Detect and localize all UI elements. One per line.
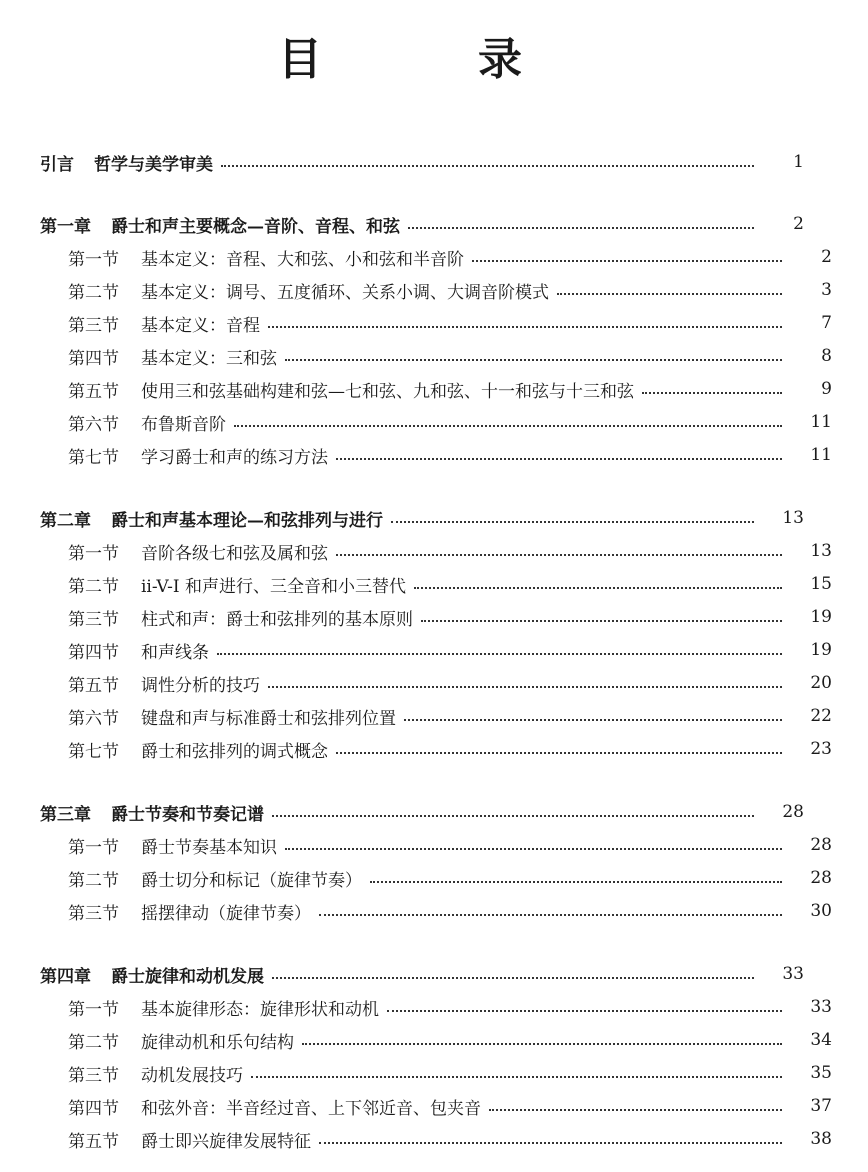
toc-section-row[interactable] <box>0 307 868 339</box>
toc-leader-dots <box>404 719 782 721</box>
toc-leader-dots <box>319 914 782 916</box>
toc-entry-number: 第三节 <box>68 903 119 924</box>
toc-page-number: 19 <box>810 640 832 660</box>
toc-leader-dots <box>217 653 782 655</box>
toc-section-row[interactable] <box>0 568 868 600</box>
toc-entry-title: 和弦外音：半音经过音、上下邻近音、包夹音 <box>141 1098 481 1119</box>
page-title: 目 录 <box>278 34 578 85</box>
toc-page-number: 38 <box>810 1129 832 1149</box>
toc-leader-dots <box>336 554 782 556</box>
toc-leader-dots <box>272 815 754 817</box>
toc-entry-number: 第一节 <box>68 837 119 858</box>
toc-entry-number: 第三章 <box>40 804 91 825</box>
toc-entry-number: 引言 <box>40 154 74 175</box>
toc-page-number: 13 <box>810 541 832 561</box>
toc-page-number: 19 <box>810 607 832 627</box>
toc-entry-label <box>68 1127 311 1152</box>
toc-entry-number: 第三节 <box>68 609 119 630</box>
toc-page-number: 11 <box>810 412 832 432</box>
toc-leader-dots <box>472 260 782 262</box>
toc-leader-dots <box>370 881 782 883</box>
toc-entry-title: 哲学与美学审美 <box>94 154 213 175</box>
toc-leader-dots <box>391 521 754 523</box>
toc-leader-dots <box>336 458 782 460</box>
toc-entry-label <box>68 1061 243 1086</box>
toc-page-number: 8 <box>821 346 832 366</box>
toc-entry-number: 第四章 <box>40 966 91 987</box>
toc-leader-dots <box>387 1010 782 1012</box>
toc-entry-number: 第一节 <box>68 543 119 564</box>
toc-leader-dots <box>489 1109 782 1111</box>
toc-leader-dots <box>251 1076 782 1078</box>
toc-entry-number: 第一章 <box>40 216 91 237</box>
toc-entry-label <box>68 833 277 858</box>
toc-page-number: 28 <box>782 802 804 822</box>
toc-entry-title: 音阶各级七和弦及属和弦 <box>141 543 328 564</box>
toc-section-row[interactable] <box>0 340 868 372</box>
toc-entry-number: 第三节 <box>68 315 119 336</box>
toc-entry-title: 爵士旋律和动机发展 <box>111 966 264 987</box>
toc-entry-number: 第五节 <box>68 1131 119 1152</box>
toc-leader-dots <box>319 1142 782 1144</box>
toc-section-row[interactable] <box>0 667 868 699</box>
toc-leader-dots <box>408 227 754 229</box>
toc-entry-label <box>68 704 396 729</box>
toc-leader-dots <box>272 977 754 979</box>
toc-entry-title: 基本定义：调号、五度循环、关系小调、大调音阶模式 <box>141 282 549 303</box>
toc-entry-label <box>68 443 328 468</box>
toc-page-number: 15 <box>810 574 832 594</box>
toc-section-row[interactable] <box>0 241 868 273</box>
toc-page-number: 20 <box>810 673 832 693</box>
toc-page-number: 2 <box>821 247 832 267</box>
toc-entry-title: 基本旋律形态：旋律形状和动机 <box>141 999 379 1020</box>
toc-page-number: 1 <box>793 152 804 172</box>
toc-entry-title: 爵士和声基本理论—和弦排列与进行 <box>111 510 383 531</box>
toc-entry-label <box>40 150 213 175</box>
toc-entry-title: 调性分析的技巧 <box>141 675 260 696</box>
toc-entry-title: 爵士切分和标记（旋律节奏） <box>141 870 362 891</box>
toc-entry-title: 布鲁斯音阶 <box>141 414 226 435</box>
toc-chapter-row[interactable] <box>0 146 840 178</box>
toc-page-number: 23 <box>810 739 832 759</box>
toc-section-row[interactable] <box>0 829 868 861</box>
toc-entry-title: 爵士节奏和节奏记谱 <box>111 804 264 825</box>
toc-page-number: 28 <box>810 835 832 855</box>
toc-page-number: 22 <box>810 706 832 726</box>
toc-entry-title: 基本定义：音程 <box>141 315 260 336</box>
toc-entry-label <box>68 311 260 336</box>
toc-section-row[interactable] <box>0 439 868 471</box>
toc-entry-number: 第六节 <box>68 708 119 729</box>
toc-entry-label <box>68 245 464 270</box>
toc-entry-label <box>68 671 260 696</box>
toc-entry-title: 使用三和弦基础构建和弦—七和弦、九和弦、十一和弦与十三和弦 <box>141 381 634 402</box>
toc-page-number: 7 <box>821 313 832 333</box>
toc-entry-number: 第二节 <box>68 576 119 597</box>
toc-section-row[interactable] <box>0 895 868 927</box>
toc-page-number: 11 <box>810 445 832 465</box>
toc-entry-number: 第二章 <box>40 510 91 531</box>
toc-entry-number: 第六节 <box>68 414 119 435</box>
toc-page-number: 33 <box>810 997 832 1017</box>
toc-page-number: 35 <box>810 1063 832 1083</box>
toc-section-row[interactable] <box>0 1024 868 1056</box>
toc-entry-number: 第五节 <box>68 381 119 402</box>
toc-page-number: 28 <box>810 868 832 888</box>
toc-entry-title: 和声线条 <box>141 642 209 663</box>
toc-entry-number: 第七节 <box>68 741 119 762</box>
toc-page-number: 30 <box>810 901 832 921</box>
toc-section-row[interactable] <box>0 601 868 633</box>
toc-entry-title: ii-V-I 和声进行、三全音和小三替代 <box>141 576 406 597</box>
toc-entry-number: 第四节 <box>68 642 119 663</box>
toc-section-row[interactable] <box>0 1057 868 1089</box>
toc-entry-number: 第二节 <box>68 1032 119 1053</box>
toc-leader-dots <box>302 1043 782 1045</box>
toc-section-row[interactable] <box>0 373 868 405</box>
toc-entry-label <box>68 539 328 564</box>
toc-page-number: 33 <box>782 964 804 984</box>
toc-entry-number: 第五节 <box>68 675 119 696</box>
toc-entry-label <box>68 1028 294 1053</box>
toc-entry-title: 基本定义：三和弦 <box>141 348 277 369</box>
toc-section-row[interactable] <box>0 1123 868 1155</box>
toc-chapter-row[interactable] <box>0 208 840 240</box>
toc-chapter-row[interactable] <box>0 502 840 534</box>
toc-entry-number: 第七节 <box>68 447 119 468</box>
toc-section-row[interactable] <box>0 1090 868 1122</box>
toc-entry-label <box>68 410 226 435</box>
toc-entry-title: 柱式和声：爵士和弦排列的基本原则 <box>141 609 413 630</box>
toc-entry-title: 基本定义：音程、大和弦、小和弦和半音阶 <box>141 249 464 270</box>
toc-entry-label <box>40 800 264 825</box>
toc-entry-number: 第三节 <box>68 1065 119 1086</box>
toc-page-number: 2 <box>793 214 804 234</box>
toc-leader-dots <box>268 326 782 328</box>
toc-section-row[interactable] <box>0 991 868 1023</box>
toc-entry-label <box>40 212 400 237</box>
toc-section-row[interactable] <box>0 535 868 567</box>
toc-leader-dots <box>234 425 782 427</box>
toc-chapter-row[interactable] <box>0 958 840 990</box>
toc-section-row[interactable] <box>0 274 868 306</box>
toc-entry-label <box>68 377 634 402</box>
toc-section-row[interactable] <box>0 700 868 732</box>
toc-leader-dots <box>421 620 782 622</box>
toc-leader-dots <box>285 359 782 361</box>
toc-entry-label <box>68 344 277 369</box>
toc-entry-number: 第一节 <box>68 249 119 270</box>
toc-entry-title: 键盘和声与标准爵士和弦排列位置 <box>141 708 396 729</box>
toc-leader-dots <box>336 752 782 754</box>
toc-entry-title: 学习爵士和声的练习方法 <box>141 447 328 468</box>
toc-entry-label <box>68 278 549 303</box>
toc-section-row[interactable] <box>0 733 868 765</box>
toc-entry-title: 爵士节奏基本知识 <box>141 837 277 858</box>
toc-entry-label <box>68 1094 481 1119</box>
toc-leader-dots <box>414 587 782 589</box>
toc-leader-dots <box>642 392 782 394</box>
toc-entry-number: 第四节 <box>68 348 119 369</box>
toc-entry-label <box>40 506 383 531</box>
toc-entry-label <box>68 866 362 891</box>
toc-page-number: 9 <box>821 379 832 399</box>
toc-entry-label <box>68 995 379 1020</box>
toc-page-number: 34 <box>810 1030 832 1050</box>
toc-entry-label <box>40 962 264 987</box>
toc-leader-dots <box>557 293 782 295</box>
toc-entry-label <box>68 899 311 924</box>
toc-entry-number: 第一节 <box>68 999 119 1020</box>
toc-entry-number: 第四节 <box>68 1098 119 1119</box>
toc-leader-dots <box>221 165 754 167</box>
toc-page-number: 3 <box>821 280 832 300</box>
toc-entry-label <box>68 572 406 597</box>
toc-leader-dots <box>268 686 782 688</box>
toc-entry-label <box>68 605 413 630</box>
toc-page-number: 37 <box>810 1096 832 1116</box>
toc-section-row[interactable] <box>0 634 868 666</box>
toc-page-number: 13 <box>782 508 804 528</box>
toc-entry-title: 摇摆律动（旋律节奏） <box>141 903 311 924</box>
toc-entry-title: 爵士和弦排列的调式概念 <box>141 741 328 762</box>
toc-leader-dots <box>285 848 782 850</box>
toc-section-row[interactable] <box>0 862 868 894</box>
toc-entry-title: 爵士和声主要概念—音阶、音程、和弦 <box>111 216 400 237</box>
toc-chapter-row[interactable] <box>0 796 840 828</box>
toc-entry-label <box>68 638 209 663</box>
toc-section-row[interactable] <box>0 406 868 438</box>
toc-entry-title: 旋律动机和乐句结构 <box>141 1032 294 1053</box>
toc-entry-number: 第二节 <box>68 282 119 303</box>
toc-entry-title: 爵士即兴旋律发展特征 <box>141 1131 311 1152</box>
toc-entry-title: 动机发展技巧 <box>141 1065 243 1086</box>
toc-entry-number: 第二节 <box>68 870 119 891</box>
toc-entry-label <box>68 737 328 762</box>
